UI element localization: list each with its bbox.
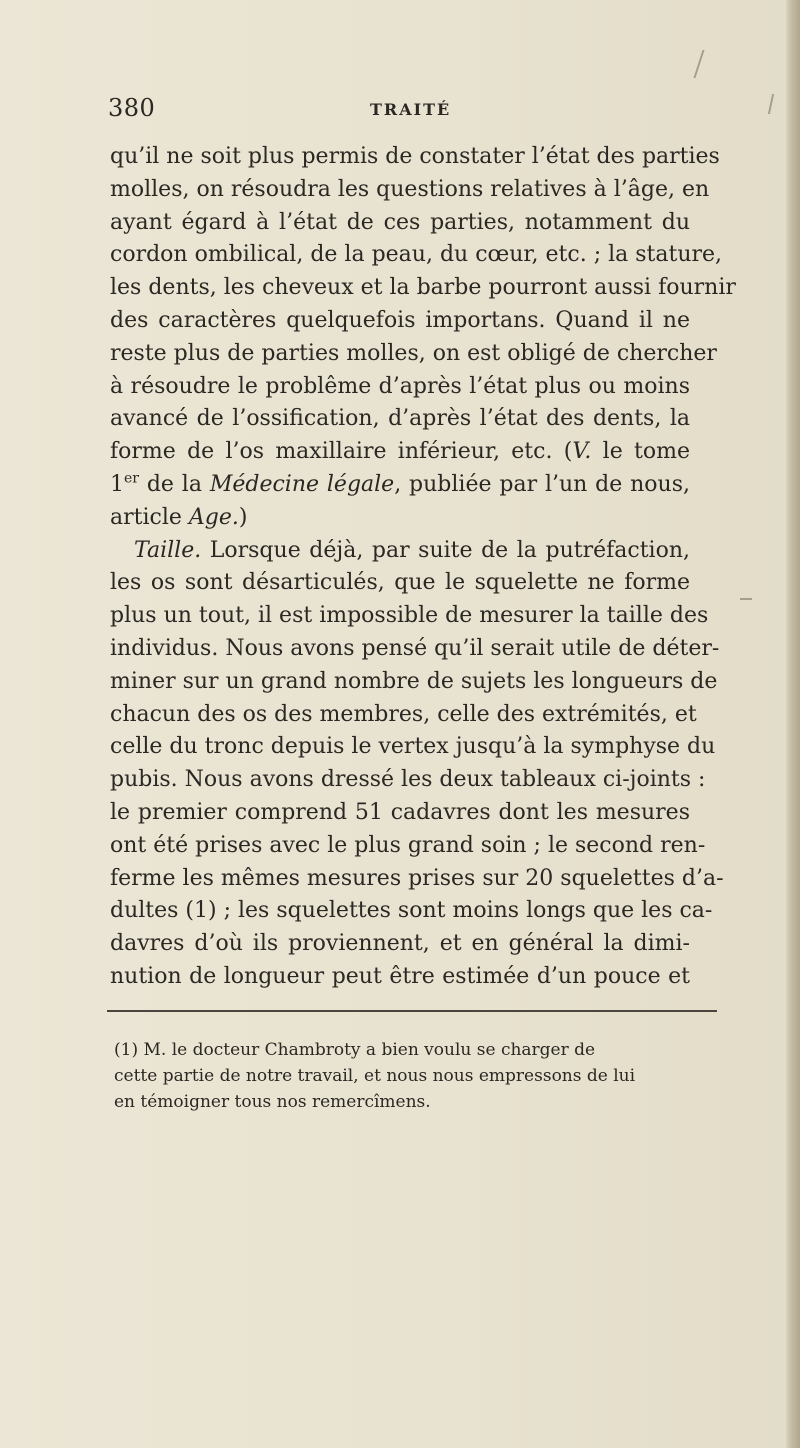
footnote-line: cette partie de notre travail, et nous nous empressons de lui	[114, 1066, 636, 1086]
footnote	[114, 1037, 722, 1115]
text-fragment: , publiée par l’un de nous,	[394, 471, 691, 497]
text-line: les os sont désarticulés, que le squelette ne forme	[110, 570, 690, 596]
italic-reference: V.	[572, 439, 592, 465]
page-number: 380	[108, 94, 156, 122]
text-fragment: le tome	[591, 439, 690, 465]
text-line	[110, 469, 690, 502]
footnote-line: (1) M. le docteur Chambroty a bien voulu se charger de	[114, 1040, 596, 1060]
footnote-line: en témoigner tous nos remercîmens.	[114, 1092, 431, 1112]
text-line	[110, 502, 690, 535]
paper-mark	[768, 94, 782, 114]
text-line: cordon ombilical, de la peau, du cœur, etc. ; la stature,	[110, 242, 723, 268]
running-title: TRAITÉ	[370, 100, 452, 119]
text-line: des caractères quelquefois importans. Quand il ne	[110, 307, 690, 333]
text-line: ont été prises avec le plus grand soin ; le second ren-	[110, 832, 706, 858]
text-fragment: 1	[110, 471, 124, 497]
text-line: nution de longueur peut être estimée d’un pouce et	[110, 963, 690, 989]
text-line: à résoudre le problême d’après l’état plus ou moins	[110, 373, 690, 399]
text-fragment: Lorsque déjà, par suite de la putréfaction,	[201, 537, 690, 563]
text-line: celle du tronc depuis le vertex jusqu’à la symphyse du	[110, 734, 716, 760]
text-line: ferme les mêmes mesures prises sur 20 squelettes d’a-	[110, 865, 724, 891]
paper-mark	[693, 50, 714, 78]
text-fragment: de la	[138, 471, 210, 497]
text-line: qu’il ne soit plus permis de constater l’état des parties	[110, 144, 720, 169]
text-line: pubis. Nous avons dressé les deux tableaux ci-joints :	[110, 767, 706, 793]
section-heading: Taille.	[134, 537, 202, 563]
text-line: avancé de l’ossification, d’après l’état des dents, la	[110, 406, 690, 432]
article-name: Age.	[188, 504, 239, 530]
text-line: reste plus de parties molles, on est obligé de chercher	[110, 340, 717, 366]
text-line: plus un tout, il est impossible de mesurer la taille des	[110, 603, 709, 629]
page-edge	[786, 0, 800, 1448]
text-line: molles, on résoudra les questions relatives à l’âge, en	[110, 176, 710, 202]
text-line: davres d’où ils proviennent, et en général la dimi-	[110, 931, 690, 957]
text-line: le premier comprend 51 cadavres dont les mesures	[110, 799, 690, 825]
text-fragment: forme de l’os maxillaire inférieur, etc. (	[110, 439, 573, 465]
main-text	[110, 141, 736, 994]
text-line: les dents, les cheveux et la barbe pourront aussi fournir	[110, 275, 736, 301]
text-line: miner sur un grand nombre de sujets les longueurs de	[110, 668, 718, 694]
text-fragment: article	[110, 504, 189, 530]
text-line: ayant égard à l’état de ces parties, notamment du	[110, 209, 690, 235]
book-title: Médecine légale	[209, 471, 395, 497]
text-line: individus. Nous avons pensé qu’il serait utile de déter-	[110, 635, 720, 661]
text-line: chacun des os des membres, celle des extrémités, et	[110, 701, 697, 727]
text-line: dultes (1) ; les squelettes sont moins longs que les ca-	[110, 898, 713, 924]
page-header	[108, 94, 688, 124]
footnote-rule	[107, 1010, 717, 1012]
text-line	[110, 535, 690, 568]
text-fragment: )	[238, 504, 248, 530]
paper-mark	[740, 598, 752, 600]
text-line	[110, 436, 690, 469]
superscript: er	[124, 470, 139, 487]
